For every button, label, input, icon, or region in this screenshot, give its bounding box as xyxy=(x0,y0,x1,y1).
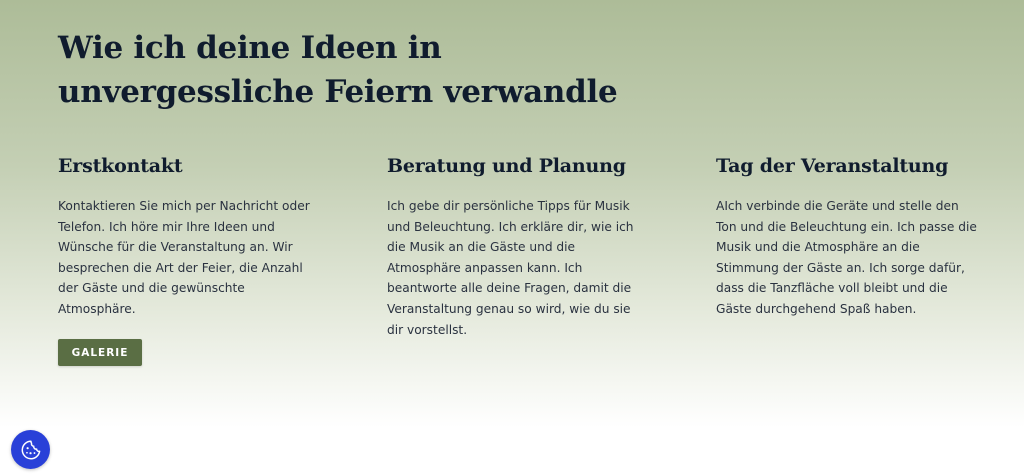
section-heading-line2: unvergessliche Feiern verwandle xyxy=(58,74,618,110)
section-heading xyxy=(58,26,658,114)
step-veranstaltung xyxy=(716,153,986,320)
section-heading-line1: Wie ich deine Ideen in xyxy=(58,30,442,66)
step-erstkontakt xyxy=(58,153,328,320)
step-title: Beratung und Planung xyxy=(387,155,626,177)
step-description: Kontaktieren Sie mich per Nachricht oder Telefon. Ich höre mir Ihre Ideen und Wünsche für die Veranstaltung an. Wir besprechen die Art der Feier, die Anzahl der Gäste und die gewünschte Atmosphäre. xyxy=(58,199,310,316)
step-title: Erstkontakt xyxy=(58,155,183,177)
step-title: Tag der Veranstaltung xyxy=(716,155,949,177)
gallery-button[interactable]: GALERIE xyxy=(58,339,142,366)
step-description: AIch verbinde die Geräte und stelle den Ton und die Beleuchtung ein. Ich passe die Musik und die Atmosphäre an die Stimmung der Gäste an. Ich sorge dafür, dass die Tanzfläche voll bleibt und die Gäste durchgehend Spaß haben. xyxy=(716,199,977,316)
cookie-icon xyxy=(20,439,42,461)
step-beratung xyxy=(387,153,657,340)
step-description: Ich gebe dir persönliche Tipps für Musik und Beleuchtung. Ich erkläre dir, wie ich die Musik an die Gäste und die Atmosphäre anpassen kann. Ich beantworte alle deine Fragen, damit die Veranstaltung genau so wird, wie du sie dir vorstellst. xyxy=(387,199,634,337)
cookie-settings-button[interactable] xyxy=(11,430,50,469)
